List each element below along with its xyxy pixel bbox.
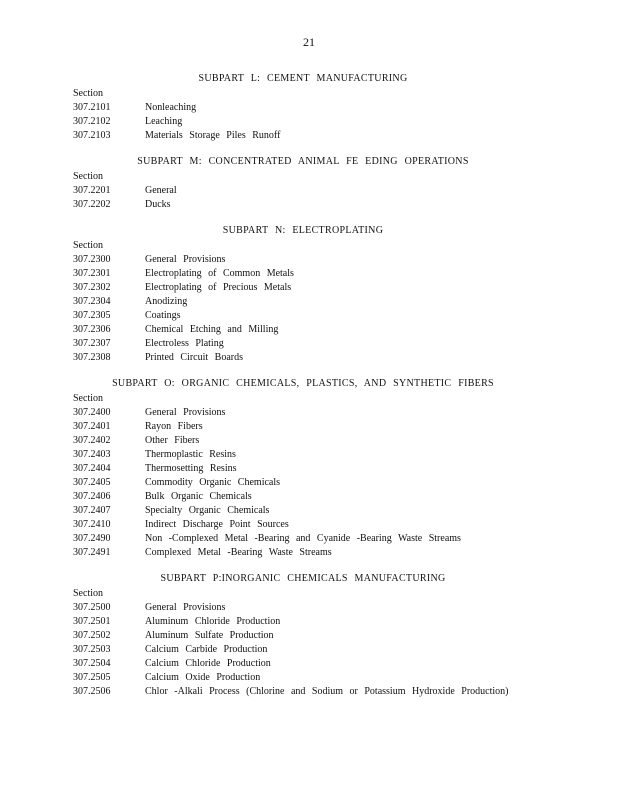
section-number: 307.2491 [73, 547, 111, 558]
section-number: 307.2304 [73, 296, 111, 307]
section-title: General Provisions [145, 602, 226, 613]
section-title: Thermosetting Resins [145, 463, 237, 474]
section-title: Specialty Organic Chemicals [145, 505, 270, 516]
subpart-heading: SUBPART O: ORGANIC CHEMICALS, PLASTICS, AND SYNTHETIC FIBERS [112, 378, 494, 389]
section-row [73, 671, 553, 685]
section-number: 307.2307 [73, 338, 111, 349]
section-number: 307.2102 [73, 116, 111, 127]
section-number: 307.2503 [73, 644, 111, 655]
section-row [73, 615, 553, 629]
section-label: Section [73, 393, 103, 404]
spacer [73, 212, 553, 224]
section-number: 307.2504 [73, 658, 111, 669]
section-label: Section [73, 88, 103, 99]
section-row [73, 281, 553, 295]
section-row [73, 685, 553, 699]
section-row [73, 351, 553, 365]
section-row [73, 490, 553, 504]
section-row [73, 601, 553, 615]
section-number: 307.2490 [73, 533, 111, 544]
section-row [73, 101, 553, 115]
section-row [73, 198, 553, 212]
section-label: Section [73, 588, 103, 599]
section-number: 307.2403 [73, 449, 111, 460]
section-row [73, 629, 553, 643]
section-row [73, 643, 553, 657]
section-title: Electroplating of Common Metals [145, 268, 294, 279]
section-title: General Provisions [145, 254, 226, 265]
section-title: General [145, 185, 177, 196]
subpart-block [73, 72, 553, 143]
section-title: Electroplating of Precious Metals [145, 282, 292, 293]
section-number: 307.2101 [73, 102, 111, 113]
subpart-heading: SUBPART N: ELECTROPLATING [222, 225, 384, 236]
section-row [73, 309, 553, 323]
section-title: Nonleaching [145, 102, 197, 113]
section-title: Anodizing [145, 296, 188, 307]
section-number: 307.2305 [73, 310, 111, 321]
section-number: 307.2301 [73, 268, 111, 279]
section-number: 307.2502 [73, 630, 111, 641]
section-number: 307.2406 [73, 491, 111, 502]
section-row [73, 462, 553, 476]
section-title: Coatings [145, 310, 181, 321]
section-title: Calcium Oxide Production [145, 672, 261, 683]
section-number: 307.2306 [73, 324, 111, 335]
section-title: Materials Storage Piles Runoff [145, 130, 281, 141]
spacer [73, 143, 553, 155]
section-number: 307.2302 [73, 282, 111, 293]
section-row [73, 129, 553, 143]
section-number: 307.2410 [73, 519, 111, 530]
subpart-heading: SUBPART P:INORGANIC CHEMICALS MANUFACTURING [160, 573, 446, 584]
section-number: 307.2202 [73, 199, 111, 210]
section-number: 307.2103 [73, 130, 111, 141]
section-row [73, 337, 553, 351]
section-title: Ducks [145, 199, 171, 210]
section-row [73, 115, 553, 129]
section-row [73, 532, 553, 546]
section-row [73, 323, 553, 337]
document-body [73, 72, 553, 699]
section-number: 307.2500 [73, 602, 111, 613]
section-title: Electroless Plating [145, 338, 224, 349]
subpart-block [73, 377, 553, 560]
section-number: 307.2201 [73, 185, 111, 196]
section-number: 307.2505 [73, 672, 111, 683]
section-label: Section [73, 240, 103, 251]
section-row [73, 295, 553, 309]
subpart-heading: SUBPART L: CEMENT MANUFACTURING [198, 73, 408, 84]
section-row [73, 420, 553, 434]
section-number: 307.2300 [73, 254, 111, 265]
section-number: 307.2400 [73, 407, 111, 418]
section-number: 307.2407 [73, 505, 111, 516]
section-label: Section [73, 171, 103, 182]
section-title: Printed Circuit Boards [145, 352, 243, 363]
section-row [73, 253, 553, 267]
section-row [73, 657, 553, 671]
section-row [73, 406, 553, 420]
subpart-heading: SUBPART M: CONCENTRATED ANIMAL FE EDING OPERATIONS [137, 156, 469, 167]
section-row [73, 518, 553, 532]
section-row [73, 476, 553, 490]
section-number: 307.2506 [73, 686, 111, 697]
section-number: 307.2405 [73, 477, 111, 488]
section-title: Aluminum Sulfate Production [145, 630, 274, 641]
subpart-block [73, 224, 553, 365]
section-title: Thermoplastic Resins [145, 449, 236, 460]
section-title: Rayon Fibers [145, 421, 203, 432]
subpart-block [73, 572, 553, 699]
section-title: Indirect Discharge Point Sources [145, 519, 289, 530]
section-row [73, 504, 553, 518]
section-title: Chlor -Alkali Process (Chlorine and Sodium or Potassium Hydroxide Production) [145, 686, 509, 697]
section-title: Other Fibers [145, 435, 200, 446]
section-title: Aluminum Chloride Production [145, 616, 281, 627]
section-title: Commodity Organic Chemicals [145, 477, 281, 488]
spacer [73, 365, 553, 377]
section-number: 307.2404 [73, 463, 111, 474]
page-number: 21 [303, 35, 315, 49]
section-row [73, 546, 553, 560]
section-title: Chemical Etching and Milling [145, 324, 279, 335]
section-row [73, 267, 553, 281]
section-title: Complexed Metal -Bearing Waste Streams [145, 547, 332, 558]
section-row [73, 434, 553, 448]
section-number: 307.2308 [73, 352, 111, 363]
section-title: Calcium Chloride Production [145, 658, 271, 669]
spacer [73, 560, 553, 572]
section-number: 307.2401 [73, 421, 111, 432]
section-row [73, 184, 553, 198]
section-title: Leaching [145, 116, 183, 127]
section-title: Non -Complexed Metal -Bearing and Cyanide -Bearing Waste Streams [145, 533, 461, 544]
section-title: General Provisions [145, 407, 226, 418]
section-number: 307.2501 [73, 616, 111, 627]
subpart-block [73, 155, 553, 212]
section-row [73, 448, 553, 462]
section-number: 307.2402 [73, 435, 111, 446]
section-title: Bulk Organic Chemicals [145, 491, 252, 502]
section-title: Calcium Carbide Production [145, 644, 268, 655]
